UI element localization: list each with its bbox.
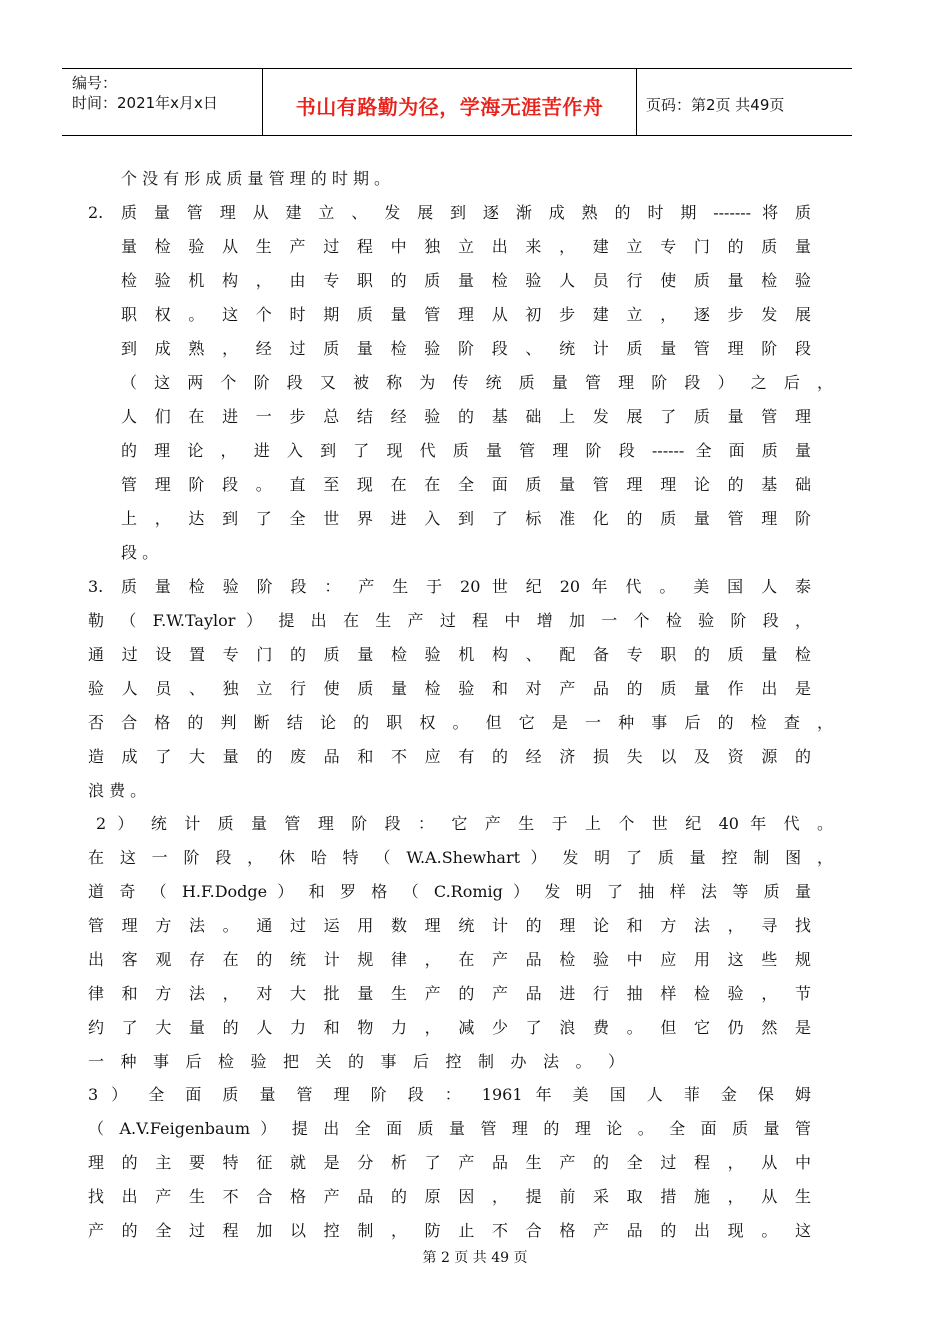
text-line: 出 客 观 存 在 的 统 计 规 律 ， 在 产 品 检 验 中 应 用 这 些 规 [88, 950, 811, 969]
text-line: 通 过 设 置 专 门 的 质 量 检 验 机 构 、 配 备 专 职 的 质 量 检 [88, 645, 811, 664]
text-line: （ 这 两 个 阶 段 又 被 称 为 传 统 质 量 管 理 阶 段 ） 之 后 ， [121, 373, 833, 392]
text-line: （ A.V.Feigenbaum ） 提 出 全 面 质 量 管 理 的 理 论 。 全 面 质 量 管 [88, 1119, 811, 1138]
text-line: 个 没 有 形 成 质 量 管 理 的 时 期 。 [121, 169, 391, 188]
text-line: 在 这 一 阶 段 ， 休 哈 特 （ W.A.Shewhart ） 发 明 了 质 量 控 制 图 ， [88, 848, 833, 867]
text-line: 段 。 [121, 543, 159, 562]
text-line: 勒 （ F.W.Taylor ） 提 出 在 生 产 过 程 中 增 加 一 个 检 验 阶 段 ， [88, 611, 811, 630]
text-line: 管 理 阶 段 。 直 至 现 在 在 全 面 质 量 管 理 理 论 的 基 础 [121, 475, 811, 494]
text-line: 质 量 检 验 阶 段 ： 产 生 于 20 世 纪 20 年 代 。 美 国 人 泰 [121, 577, 811, 596]
text-line: 找 出 产 生 不 合 格 产 品 的 原 因 ， 提 前 采 取 措 施 ， 从 生 [88, 1187, 811, 1206]
text-line: 的 理 论 ， 进 入 到 了 现 代 质 量 管 理 阶 段 ------ 全 面 质 量 [121, 441, 811, 460]
page-footer: 第 2 页 共 49 页 [422, 1250, 528, 1266]
text-line: 上 ， 达 到 了 全 世 界 进 入 到 了 标 准 化 的 质 量 管 理 阶 [121, 509, 811, 528]
text-line: 量 检 验 从 生 产 过 程 中 独 立 出 来 ， 建 立 专 门 的 质 量 [121, 237, 811, 256]
text-line: 验 人 员 、 独 立 行 使 质 量 检 验 和 对 产 品 的 质 量 作 出 是 [88, 679, 811, 698]
text-line: 浪 费 。 [88, 781, 147, 800]
text-line: 到 成 熟 ， 经 过 质 量 检 验 阶 段 、 统 计 质 量 管 理 阶 段 [121, 339, 811, 358]
text-line: 律 和 方 法 ， 对 大 批 量 生 产 的 产 品 进 行 抽 样 检 验 ， 节 [88, 984, 811, 1003]
header-motto: 书山有路勤为径，学海无涯苦作舟 [295, 95, 604, 119]
text-line: 约 了 大 量 的 人 力 和 物 力 ， 减 少 了 浪 费 。 但 它 仍 然 是 [88, 1018, 811, 1037]
text-line: 产 的 全 过 程 加 以 控 制 ， 防 止 不 合 格 产 品 的 出 现 。 这 [88, 1221, 811, 1240]
text-line: 理 的 主 要 特 征 就 是 分 析 了 产 品 生 产 的 全 过 程 ， 从 中 [88, 1153, 811, 1172]
text-line: 检 验 机 构 ， 由 专 职 的 质 量 检 验 人 员 行 使 质 量 检 验 [121, 271, 811, 290]
text-line: 一 种 事 后 检 验 把 关 的 事 后 控 制 办 法 。 ） [88, 1052, 624, 1071]
text-line: 2 ） 统 计 质 量 管 理 阶 段 ： 它 产 生 于 上 个 世 纪 40 年 代 。 [96, 814, 833, 833]
text-line: 人 们 在 进 一 步 总 结 经 验 的 基 础 上 发 展 了 质 量 管 理 [121, 407, 811, 426]
text-line: 3 ） 全 面 质 量 管 理 阶 段 ： 1961 年 美 国 人 菲 金 保 姆 [88, 1085, 811, 1104]
header-page-info: 页码：第2页 共49页 [646, 96, 785, 114]
text-line: 造 成 了 大 量 的 废 品 和 不 应 有 的 经 济 损 失 以 及 资 源 的 [88, 747, 811, 766]
list-number: 2. [88, 203, 104, 222]
text-line: 管 理 方 法 。 通 过 运 用 数 理 统 计 的 理 论 和 方 法 ， 寻 找 [88, 916, 811, 935]
text-line: 质 量 管 理 从 建 立 、 发 展 到 逐 渐 成 熟 的 时 期 ------- 将 质 [121, 203, 811, 222]
header-time-label: 时间：2021年x月x日 [72, 94, 218, 112]
text-line: 否 合 格 的 判 断 结 论 的 职 权 。 但 它 是 一 种 事 后 的 检 查 ， [88, 713, 833, 732]
text-line: 职 权 。 这 个 时 期 质 量 管 理 从 初 步 建 立 ， 逐 步 发 展 [121, 305, 811, 324]
list-number: 3. [88, 577, 104, 596]
header-number-label: 编号： [72, 74, 118, 92]
text-line: 道 奇 （ H.F.Dodge ） 和 罗 格 （ C.Romig ） 发 明 了 抽 样 法 等 质 量 [88, 882, 811, 901]
